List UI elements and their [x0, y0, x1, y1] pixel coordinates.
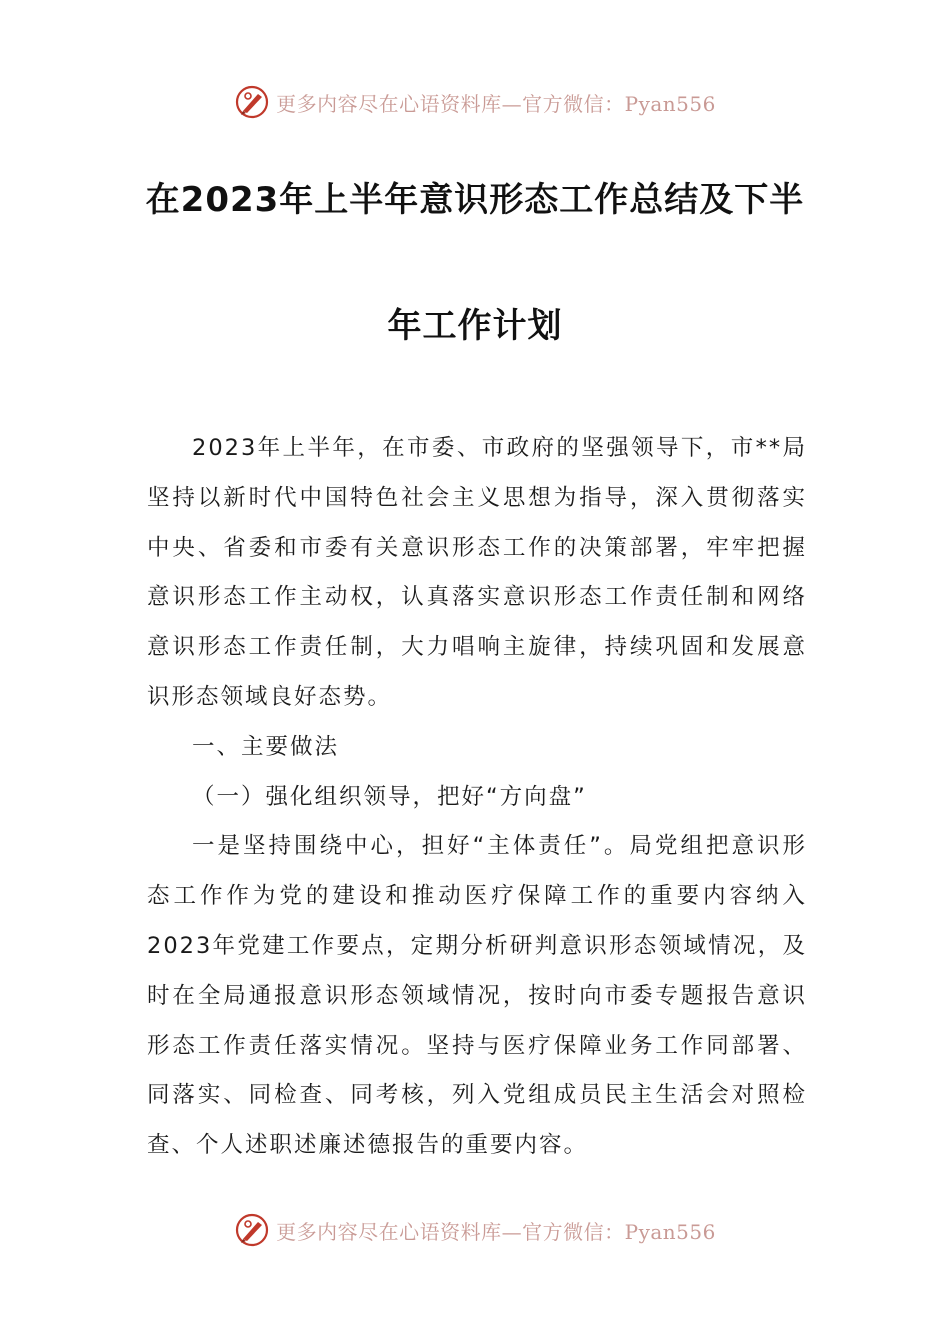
watermark-banner-top — [0, 82, 950, 122]
document-title-line-1: 在2023年上半年意识形态工作总结及下半 — [145, 180, 805, 220]
document-title-line-2: 年工作计划 — [387, 306, 563, 346]
body-paragraph: 一是坚持围绕中心，担好“主体责任”。局党组把意识形态工作作为党的建设和推动医疗保障工作的重要内容纳入2023年党建工作要点，定期分析研判意识形态领域情况，及时在全局通报意识形态领域情况，按时向市委专题报告意识形态工作责任落实情况。坚持与医疗保障业务工作同部署、同落实、同检查、同考核，列入党组成员民主生活会对照检查、个人述职述廉述德报告的重要内容。 — [147, 833, 807, 1159]
watermark-banner-bottom — [0, 1210, 950, 1250]
section-heading: 一、主要做法 — [192, 733, 340, 760]
watermark-text: 更多内容尽在心语资料库—官方微信：Pyan556 — [276, 1219, 716, 1244]
pen-logo-icon — [234, 1212, 270, 1248]
intro-paragraph: 2023年上半年，在市委、市政府的坚强领导下，市**局坚持以新时代中国特色社会主义思想为指导，深入贯彻落实中央、省委和市委有关意识形态工作的决策部署，牢牢把握意识形态工作主动权，认真落实意识形态工作责任制和网络意识形态工作责任制，大力唱响主旋律，持续巩固和发展意识形态领域良好态势。 — [147, 435, 807, 710]
pen-logo-icon — [234, 84, 270, 120]
watermark-text: 更多内容尽在心语资料库—官方微信：Pyan556 — [276, 91, 716, 116]
subsection-heading: （一）强化组织领导，把好“方向盘” — [192, 783, 587, 810]
document-body — [147, 424, 807, 1171]
